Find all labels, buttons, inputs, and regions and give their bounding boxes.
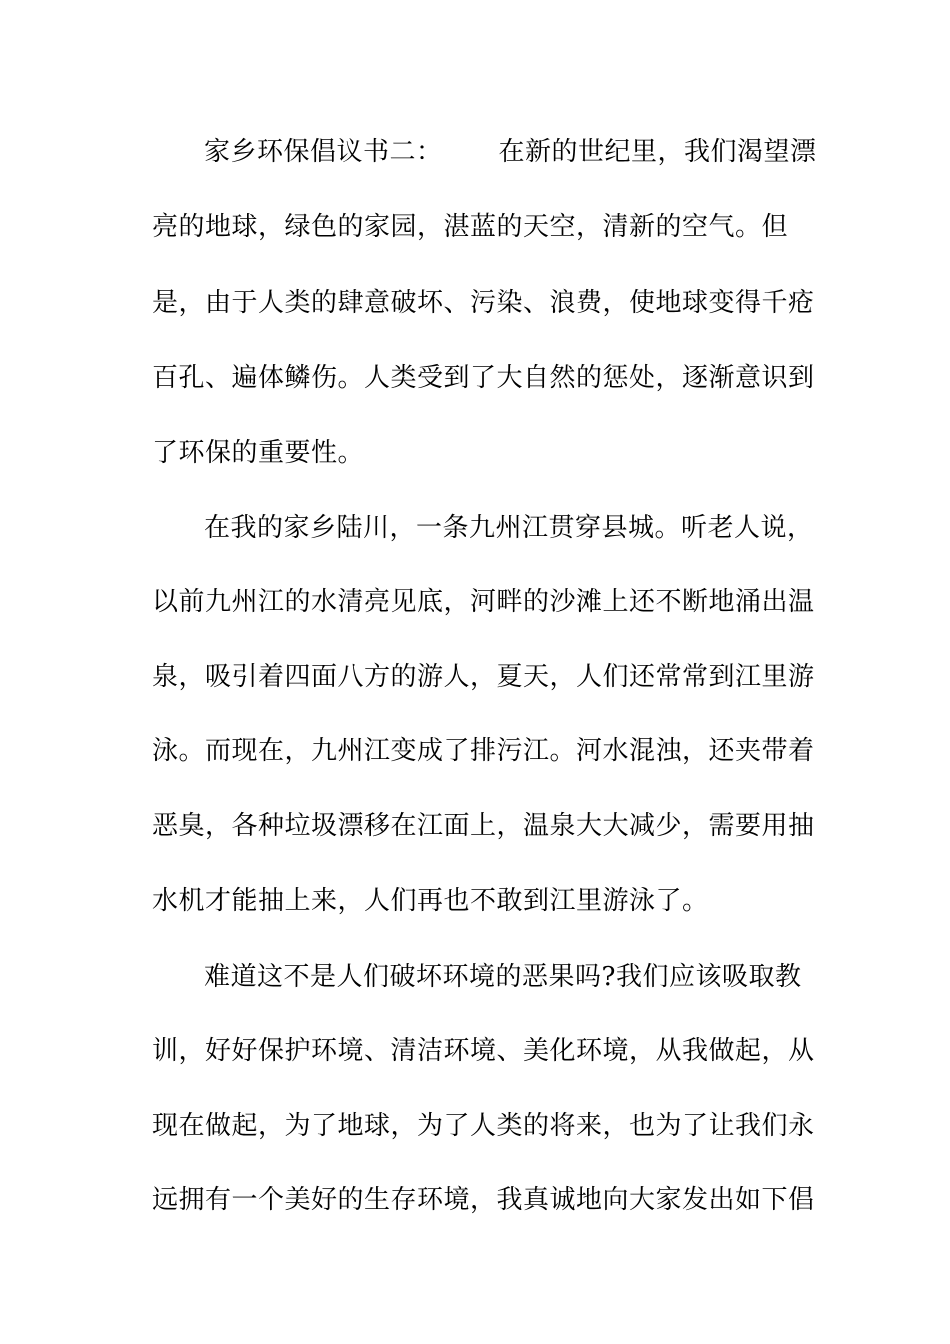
paragraph-1-line-4: 百孔、遍体鳞伤。人类受到了大自然的惩处，逐渐意识到 <box>152 363 815 393</box>
paragraph-1-line-3: 是，由于人类的肆意破坏、污染、浪费，使地球变得千疮 <box>152 288 815 318</box>
paragraph-3-line-4: 远拥有一个美好的生存环境，我真诚地向大家发出如下倡 <box>152 1185 815 1215</box>
paragraph-3-line-3: 现在做起，为了地球，为了人类的将来，也为了让我们永 <box>152 1111 815 1141</box>
paragraph-2-line-3: 泉，吸引着四面八方的游人，夏天，人们还常常到江里游 <box>152 662 815 692</box>
paragraph-2-line-1: 在我的家乡陆川，一条九州江贯穿县城。听老人说， <box>204 513 814 543</box>
paragraph-2-line-4: 泳。而现在，九州江变成了排污江。河水混浊，还夹带着 <box>152 736 815 766</box>
paragraph-1-text: 在新的世纪里，我们渴望漂 <box>498 137 817 167</box>
paragraph-2-line-5: 恶臭，各种垃圾漂移在江面上，温泉大大减少，需要用抽 <box>152 811 815 841</box>
document-heading: 家乡环保倡议书二： <box>204 137 443 167</box>
paragraph-3-line-2: 训，好好保护环境、清洁环境、美化环境，从我做起，从 <box>152 1036 815 1066</box>
paragraph-1-line-5: 了环保的重要性。 <box>152 438 365 468</box>
paragraph-3-line-1: 难道这不是人们破坏环境的恶果吗?我们应该吸取教 <box>204 962 802 992</box>
paragraph-2-line-2: 以前九州江的水清亮见底，河畔的沙滩上还不断地涌出温 <box>152 587 815 617</box>
paragraph-1-line-1 <box>204 136 854 168</box>
paragraph-2-line-6: 水机才能抽上来，人们再也不敢到江里游泳了。 <box>152 886 709 916</box>
paragraph-1-line-2: 亮的地球，绿色的家园，湛蓝的天空，清新的空气。但 <box>152 212 789 242</box>
